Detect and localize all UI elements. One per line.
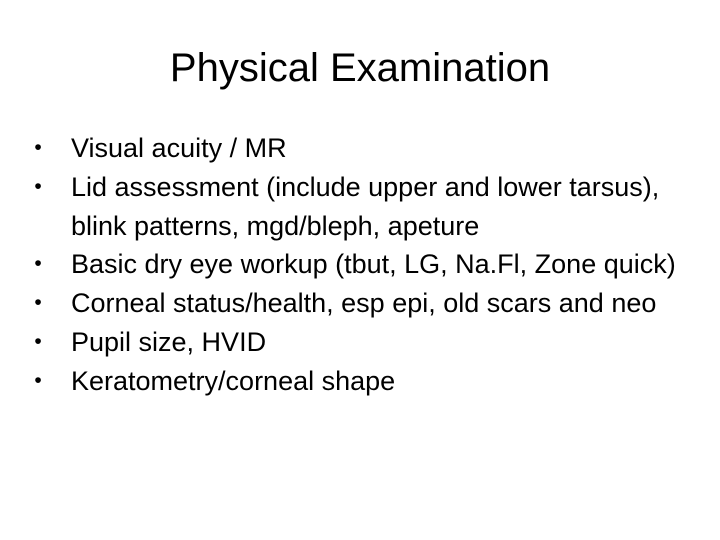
bullet-dot-icon: • [34,174,42,198]
bullet-dot-icon: • [34,136,42,159]
bullet-item [28,168,678,246]
bullet-list [28,129,678,401]
bullet-item [28,284,678,323]
bullet-text: Visual acuity / MR [71,133,287,163]
bullet-item [28,323,678,362]
bullet-text: Pupil size, HVID [71,326,267,357]
bullet-dot-icon: • [34,252,42,276]
bullet-text: Lid assessment (include upper and lower tarsus), blink patterns, mgd/bleph, apeture [71,171,660,241]
bullet-item [28,362,678,401]
bullet-text: Basic dry eye workup (tbut, LG, Na.Fl, Zone quick) [71,249,676,280]
bullet-dot-icon: • [34,368,42,392]
bullet-text: Corneal status/health, esp epi, old scars and neo [71,288,657,319]
bullet-dot-icon: • [34,329,42,353]
bullet-dot-icon: • [34,291,42,315]
slide-title: Physical Examination [169,46,551,90]
bullet-text: Keratometry/corneal shape [71,365,396,396]
bullet-item [28,245,678,284]
bullet-item [28,129,678,168]
